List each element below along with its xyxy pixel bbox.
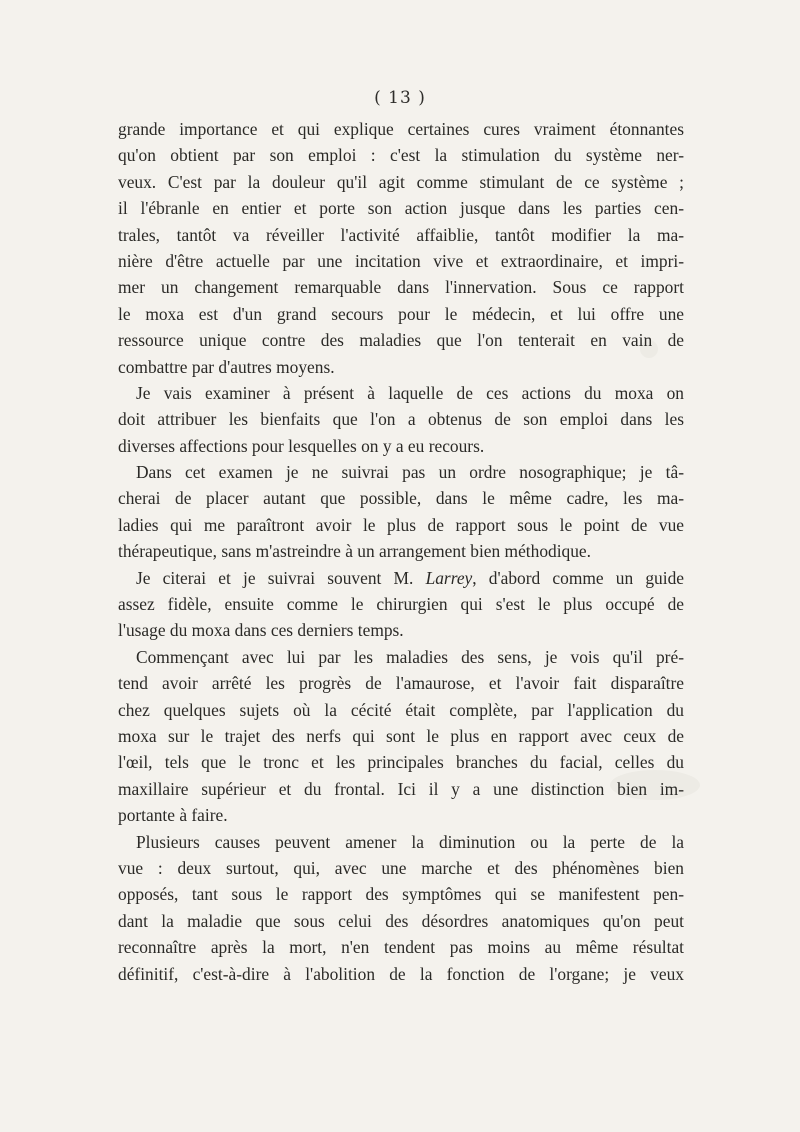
text-line: le moxa est d'un grand secours pour le médecin, et lui offre une [118, 303, 684, 324]
text-line: reconnaître après la mort, n'en tendent pas moins au même résultat [118, 937, 684, 958]
text-line: maxillaire supérieur et du frontal. Ici il y a une distinction bien im- [118, 778, 684, 799]
text-line: doit attribuer les bienfaits que l'on a obtenus de son emploi dans les [118, 409, 684, 430]
text-line: cherai de placer autant que possible, dans le même cadre, les ma- [118, 488, 684, 509]
proper-name: Larrey [425, 567, 473, 588]
text-line: portante à faire. [118, 805, 228, 826]
text-line: Je vais examiner à présent à laquelle de ces actions du moxa on [136, 382, 684, 403]
text-line: Dans cet examen je ne suivrai pas un ordre nosographique; je tâ- [136, 462, 684, 483]
body-text [118, 116, 684, 987]
text-line: combattre par d'autres moyens. [118, 356, 335, 377]
text-line: ladies qui me paraîtront avoir le plus de rapport sous le point de vue [118, 514, 684, 535]
text-line: opposés, tant sous le rapport des symptômes qui se manifestent pen- [118, 884, 684, 905]
page-number: ( 13 ) [374, 88, 426, 108]
text-line: qu'on obtient par son emploi : c'est la stimulation du système ner- [118, 145, 684, 166]
text-line: l'œil, tels que le tronc et les principales branches du facial, celles du [118, 752, 684, 773]
text-line: tend avoir arrêté les progrès de l'amaurose, et l'avoir fait disparaître [118, 673, 684, 694]
text-line: Je citerai et je suivrai souvent M. Larrey, d'abord comme un guide [136, 567, 684, 588]
text-line: grande importance et qui explique certaines cures vraiment étonnantes [118, 119, 684, 139]
text-line: mer un changement remarquable dans l'innervation. Sous ce rapport [118, 277, 684, 298]
text-line: vue : deux surtout, qui, avec une marche et des phénomènes bien [118, 857, 684, 878]
text-line: Plusieurs causes peuvent amener la diminution ou la perte de la [136, 831, 684, 852]
text-line: trales, tantôt va réveiller l'activité affaiblie, tantôt modifier la ma- [118, 224, 684, 245]
text-line: dant la maladie que sous celui des désordres anatomiques qu'on peut [118, 910, 684, 931]
text-line: l'usage du moxa dans ces derniers temps. [118, 620, 404, 641]
text-line: thérapeutique, sans m'astreindre à un arrangement bien méthodique. [118, 541, 591, 562]
text-line: moxa sur le trajet des nerfs qui sont le plus en rapport avec ceux de [118, 725, 684, 746]
text-line: il l'ébranle en entier et porte son action jusque dans les parties cen- [118, 198, 684, 219]
text-line: diverses affections pour lesquelles on y a eu recours. [118, 435, 485, 456]
text-line: définitif, c'est-à-dire à l'abolition de la fonction de l'organe; je veux [118, 963, 684, 984]
text-line: chez quelques sujets où la cécité était complète, par l'application du [118, 699, 684, 720]
text-line: assez fidèle, ensuite comme le chirurgien qui s'est le plus occupé de [118, 594, 684, 615]
text-line: veux. C'est par la douleur qu'il agit comme stimulant de ce système ; [118, 171, 684, 192]
text-line: ressource unique contre des maladies que l'on tenterait en vain de [118, 330, 684, 351]
text-line: nière d'être actuelle par une incitation vive et extraordinaire, et impri- [118, 250, 684, 271]
text-line: Commençant avec lui par les maladies des sens, je vois qu'il pré- [136, 646, 684, 667]
